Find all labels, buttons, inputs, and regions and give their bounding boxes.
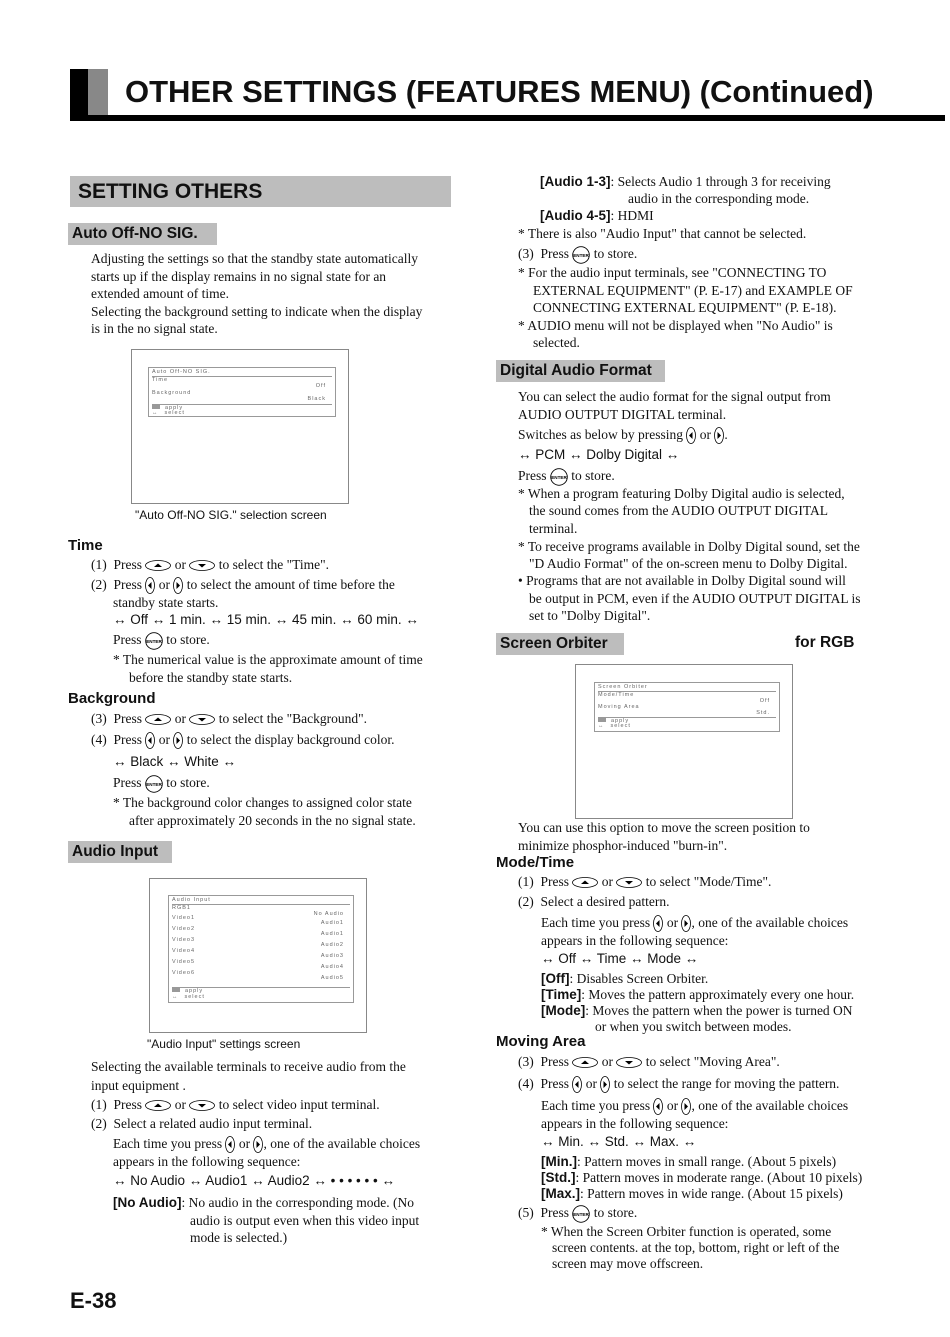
audio13-def-cont: audio in the corresponding mode. [628,191,810,206]
for-rgb-label: for RGB [795,634,855,651]
audio-input-note-b-cont: CONNECTING EXTERNAL EQUIPMENT" (P. E-18). [533,300,837,315]
page-title: OTHER SETTINGS (FEATURES MENU) (Continued) [125,74,874,109]
screen-orbiter-screen [575,664,793,819]
header-rule [70,115,945,121]
menu-row-value: Off [315,383,326,389]
audio-input-each: Each time you press or , one of the available choices [113,1135,420,1153]
menu-row [172,915,350,925]
apply-label: apply [165,405,184,411]
moving-area-note-cont: screen may move offscreen. [552,1256,704,1271]
menu-row-label: RGB1 [172,905,191,911]
digital-audio-sequence: ↔ PCM ↔ Dolby Digital ↔ [518,447,680,462]
right-button-icon [714,427,724,444]
down-button-icon [189,1100,215,1111]
select-label: select [610,723,631,729]
off-def: [Off]: Disables Screen Orbiter. [541,971,709,986]
left-button-icon [225,1136,235,1153]
time-heading: Time [68,537,103,554]
audio-input-screen [149,878,367,1033]
subsection-digital-audio-format: Digital Audio Format [496,360,665,382]
menu-row [172,970,350,980]
right-button-icon [681,915,691,932]
menu-row-value: Audio2 [320,942,344,948]
no-audio-def: [No Audio]: No audio in the corresponding mode. (No [113,1195,414,1210]
no-audio-def-cont: audio is output even when this video input [190,1213,420,1228]
menu-row-value: Audio4 [320,964,344,970]
time-step-2: (2) Press or to select the amount of time before the [91,576,395,594]
audio-input-menu [168,895,354,1003]
menu-row-label: Video2 [172,926,196,932]
intro-line: starts up if the display remains in no signal state for an [91,268,387,284]
audio-input-sequence: ↔ No Audio ↔ Audio1 ↔ Audio2 ↔ • • • • • • ↔ [113,1173,395,1188]
digital-audio-switch: Switches as below by pressing or . [518,426,728,444]
mode-time-sequence: ↔ Off ↔ Time ↔ Mode ↔ [541,951,699,966]
term: [Time] [541,987,582,1002]
menu-row-label: Moving Area [598,704,640,710]
menu-row [172,948,350,958]
apply-label: apply [185,988,204,994]
subsection-auto-off: Auto Off-NO SIG. [68,223,217,245]
menu-row [152,376,332,389]
audio-input-note-a: * There is also "Audio Input" that cannot be selected. [518,226,807,241]
background-step-4: (4) Press or to select the display background color. [91,731,394,749]
mode-time-step-2: (2) Select a desired pattern. [518,894,670,909]
digital-audio-note-3-cont: set to "Dolby Digital". [529,608,651,623]
moving-area-note-cont: screen contents. at the top, bottom, right or left of the [552,1240,840,1255]
menu-apply [172,987,350,994]
arrows-icon: ↔ [152,410,159,416]
mode-def: [Mode]: Moves the pattern when the power is turned ON [541,1003,853,1018]
header-bar-gray [88,69,108,117]
moving-area-each: Each time you press or , one of the available choices [541,1097,848,1115]
intro-line: is in the no signal state. [91,321,218,336]
menu-row-label: Time [152,377,169,383]
select-label: select [184,994,205,1000]
mode-time-step-1: (1) Press or to select "Mode/Time". [518,874,772,889]
left-button-icon [653,915,663,932]
menu-row-label: Background [152,390,192,396]
enter-button-icon [550,468,568,486]
menu-row-label: Video5 [172,959,196,965]
screen-orbiter-menu [594,682,780,732]
enter-key-icon [152,405,160,409]
menu-row-label: Video4 [172,948,196,954]
enter-key-icon [598,718,606,722]
subsection-audio-input: Audio Input [68,841,172,863]
enter-button-icon [145,775,163,793]
menu-row-value: Audio1 [320,920,344,926]
moving-area-heading: Moving Area [496,1033,586,1050]
term: [Off] [541,971,570,986]
time-step-2-cont: standby state starts. [113,595,219,610]
up-button-icon [572,877,598,888]
time-note-cont: before the standby state starts. [129,670,293,685]
audio-input-step-2: (2) Select a related audio input terminal. [91,1116,313,1131]
term: [No Audio] [113,1195,182,1210]
auto-off-screen [131,349,349,504]
left-button-icon [145,732,155,749]
menu-title: Screen Orbiter [598,684,648,690]
subsection-screen-orbiter: Screen Orbiter [496,633,624,655]
background-store: Press to store. [113,774,210,793]
menu-row-label: Video1 [172,915,196,921]
background-note: * The background color changes to assigned color state [113,795,412,810]
menu-select [598,723,776,729]
time-def: [Time]: Moves the pattern approximately every one hour. [541,987,855,1002]
time-store: Press to store. [113,631,210,650]
moving-area-note: * When the Screen Orbiter function is operated, some [541,1224,832,1239]
menu-row [172,926,350,936]
audio-input-note-c: * AUDIO menu will not be displayed when "No Audio" is [518,318,833,333]
arrows-icon: ↔ [172,994,179,1000]
left-button-icon [145,577,155,594]
digital-audio-note-1-cont: the sound comes from the AUDIO OUTPUT DIGITAL [529,503,828,518]
enter-button-icon [572,246,590,264]
right-button-icon [600,1076,610,1093]
audio-input-intro: Selecting the available terminals to receive audio from the [91,1059,406,1074]
moving-area-sequence: ↔ Min. ↔ Std. ↔ Max. ↔ [541,1134,697,1149]
right-button-icon [253,1136,263,1153]
apply-label: apply [611,718,630,724]
mode-def-cont: or when you switch between modes. [595,1019,792,1034]
mode-time-heading: Mode/Time [496,854,575,871]
menu-row [598,691,776,704]
mode-time-each: Each time you press or , one of the available choices [541,914,848,932]
right-button-icon [173,577,183,594]
term: [Max.] [541,1186,581,1201]
up-button-icon [145,714,171,725]
audio-input-intro-cont: input equipment . [91,1078,186,1093]
menu-row-label: Video6 [172,970,196,976]
up-button-icon [145,1100,171,1111]
down-button-icon [616,1057,642,1068]
menu-row [152,390,332,402]
std-def: [Std.]: Pattern moves in moderate range. (About 10 pixels) [541,1170,863,1185]
menu-row-label: Mode/Time [598,692,635,698]
menu-row-value: Black [307,396,326,402]
audio-input-step-1: (1) Press or to select video input terminal. [91,1097,380,1112]
menu-row [172,959,350,969]
up-button-icon [145,560,171,571]
down-button-icon [189,714,215,725]
digital-audio-note-1: * When a program featuring Dolby Digital audio is selected, [518,486,845,501]
auto-off-menu [148,367,336,417]
background-sequence: ↔ Black ↔ White ↔ [113,754,237,769]
term: [Std.] [541,1170,576,1185]
menu-row-value: Audio3 [320,953,344,959]
menu-row-label: Video3 [172,937,196,943]
auto-off-intro [91,250,451,338]
menu-title: Audio Input [172,897,211,903]
right-button-icon [173,732,183,749]
select-label: select [164,410,185,416]
digital-audio-note-3-cont: be output in PCM, even if the AUDIO OUTPUT DIGITAL is [529,591,861,606]
enter-button-icon [572,1205,590,1223]
min-def: [Min.]: Pattern moves in small range. (About 5 pixels) [541,1154,837,1169]
digital-audio-note-2: * To receive programs available in Dolby Digital sound, set the [518,539,860,554]
digital-audio-note-2-cont: "D Audio Format" of the on-screen menu to Dolby Digital. [529,556,848,571]
digital-audio-p2: AUDIO OUTPUT DIGITAL terminal. [518,407,727,422]
menu-row-value: No Audio [313,911,344,917]
down-button-icon [616,877,642,888]
menu-row-value: Audio5 [320,975,344,981]
moving-area-step-3: (3) Press or to select "Moving Area". [518,1054,780,1069]
background-note-cont: after approximately 20 seconds in the no signal state. [129,813,416,828]
audio45-def: [Audio 4-5]: HDMI [540,208,654,223]
digital-audio-note-3: • Programs that are not available in Dolby Digital sound will [518,573,846,588]
background-heading: Background [68,690,156,707]
menu-row [172,904,350,915]
digital-audio-store: Press to store. [518,467,615,486]
audio-input-note-c-cont: selected. [533,335,580,350]
term: [Mode] [541,1003,586,1018]
left-button-icon [686,427,696,444]
menu-row [172,937,350,947]
menu-row-value: Off [759,698,770,704]
moving-area-step-5: (5) Press to store. [518,1204,637,1223]
audio-input-note-b-cont: EXTERNAL EQUIPMENT" (P. E-17) and EXAMPLE OF [533,283,853,298]
mode-time-each-cont: appears in the following sequence: [541,933,729,948]
intro-line: extended amount of time. [91,286,229,301]
term: [Audio 1-3] [540,174,611,189]
digital-audio-p1: You can select the audio format for the signal output from [518,389,831,404]
right-button-icon [681,1098,691,1115]
moving-area-each-cont: appears in the following sequence: [541,1116,729,1131]
no-audio-def-cont: mode is selected.) [190,1230,288,1245]
audio-input-caption: "Audio Input" settings screen [147,1037,301,1051]
audio-input-note-b: * For the audio input terminals, see "CONNECTING TO [518,265,827,280]
intro-line: Adjusting the settings so that the standby state automatically [91,251,418,266]
up-button-icon [572,1057,598,1068]
term: [Min.] [541,1154,577,1169]
screen-orbiter-p2: minimize phosphor-induced "burn-in". [518,838,728,853]
enter-key-icon [172,988,180,992]
section-setting-others: SETTING OTHERS [70,176,451,207]
arrows-icon: ↔ [598,723,605,729]
menu-row-value: Std. [756,710,770,716]
menu-row-value: Audio1 [320,931,344,937]
left-button-icon [653,1098,663,1115]
max-def: [Max.]: Pattern moves in wide range. (About 15 pixels) [541,1186,843,1201]
menu-title: Auto Off-NO SIG. [152,369,211,375]
screen-orbiter-p1: You can use this option to move the screen position to [518,820,810,835]
audio13-def: [Audio 1-3]: Selects Audio 1 through 3 for receiving [540,174,831,189]
audio-input-step-3: (3) Press to store. [518,245,637,264]
term: [Audio 4-5] [540,208,611,223]
background-step-3: (3) Press or to select the "Background". [91,711,367,726]
down-button-icon [189,560,215,571]
auto-off-caption: "Auto Off-NO SIG." selection screen [135,508,327,522]
audio-input-each-cont: appears in the following sequence: [113,1154,301,1169]
page-number: E-38 [70,1288,117,1313]
time-sequence: ↔ Off ↔ 1 min. ↔ 15 min. ↔ 45 min. ↔ 60 min. ↔ [113,612,419,627]
moving-area-step-4: (4) Press or to select the range for moving the pattern. [518,1075,839,1093]
time-note: * The numerical value is the approximate amount of time [113,652,423,667]
intro-line: Selecting the background setting to indicate when the display [91,303,423,319]
enter-button-icon [145,632,163,650]
menu-select [152,410,332,416]
time-step-1: (1) Press or to select the "Time". [91,557,330,572]
menu-row [598,704,776,716]
left-button-icon [572,1076,582,1093]
digital-audio-note-1-cont: terminal. [529,521,578,536]
menu-select [172,994,350,1000]
